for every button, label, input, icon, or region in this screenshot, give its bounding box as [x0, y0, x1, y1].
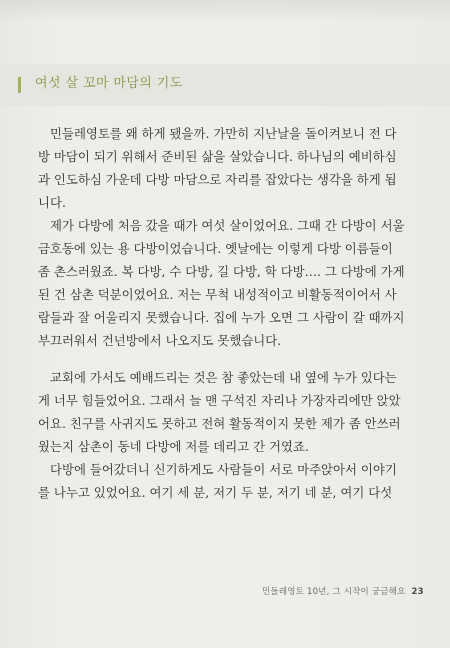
text-line: 제가 다방에 처음 갔을 때가 여섯 살이었어요. 그때 간 다방이 서울: [50, 218, 405, 233]
text-line: 민들레영토를 왜 하게 됐을까. 가만히 지난날을 돌이켜보니 전 다: [50, 126, 397, 141]
text-line: 니다.: [38, 195, 66, 210]
text-line: 방 마담이 되기 위해서 준비된 삶을 살았습니다. 하나님의 예비하심: [38, 149, 397, 164]
page-footer: [262, 585, 424, 597]
page-number: 23: [411, 587, 424, 597]
text-line: 금호동에 있는 용 다방이었습니다. 옛날에는 이렇게 다방 이름들이: [38, 241, 393, 256]
chapter-heading: 여섯 살 꼬마 마담의 기도: [35, 76, 183, 91]
text-line: 좀 촌스러웠죠. 복 다방, 수 다방, 길 다방, 학 다방…. 그 다방에 가게: [38, 264, 405, 279]
chapter-heading-box: [0, 64, 450, 106]
text-line: 어요. 친구를 사귀지도 못하고 전혀 활동적이지 못한 제가 좀 안쓰러: [38, 416, 401, 431]
text-line: 다방에 들어갔더니 신기하게도 사람들이 서로 마주앉아서 이야기: [50, 462, 397, 477]
text-line: 게 너무 힘들었어요. 그래서 늘 맨 구석진 자리나 가장자리에만 앉았: [38, 393, 401, 408]
text-line: 람들과 잘 어울리지 못했습니다. 집에 누가 오면 그 사람이 갈 때까지: [38, 310, 405, 325]
text-line: 를 나누고 있었어요. 여기 세 분, 저기 두 분, 저기 네 분, 여기 다섯: [38, 485, 393, 500]
body-text: [38, 122, 405, 504]
text-line: 된 건 삼촌 덕분이었어요. 저는 무척 내성적이고 비활동적이어서 사: [38, 287, 397, 302]
text-line: 웠는지 삼촌이 동네 다방에 저를 데리고 간 거였죠.: [38, 439, 309, 454]
text-line: 교회에 가서도 예배드리는 것은 참 좋았는데 내 옆에 누가 있다는: [50, 370, 397, 385]
top-shadow: [0, 0, 450, 22]
running-footer-title: 민들레영토 10년, 그 시작이 궁금해요: [262, 587, 406, 597]
text-line: 부끄러워서 건넌방에서 나오지도 못했습니다.: [38, 333, 282, 348]
text-line: 과 인도하심 가운데 다방 마담으로 자리를 잡았다는 생각을 하게 됩: [38, 172, 397, 187]
